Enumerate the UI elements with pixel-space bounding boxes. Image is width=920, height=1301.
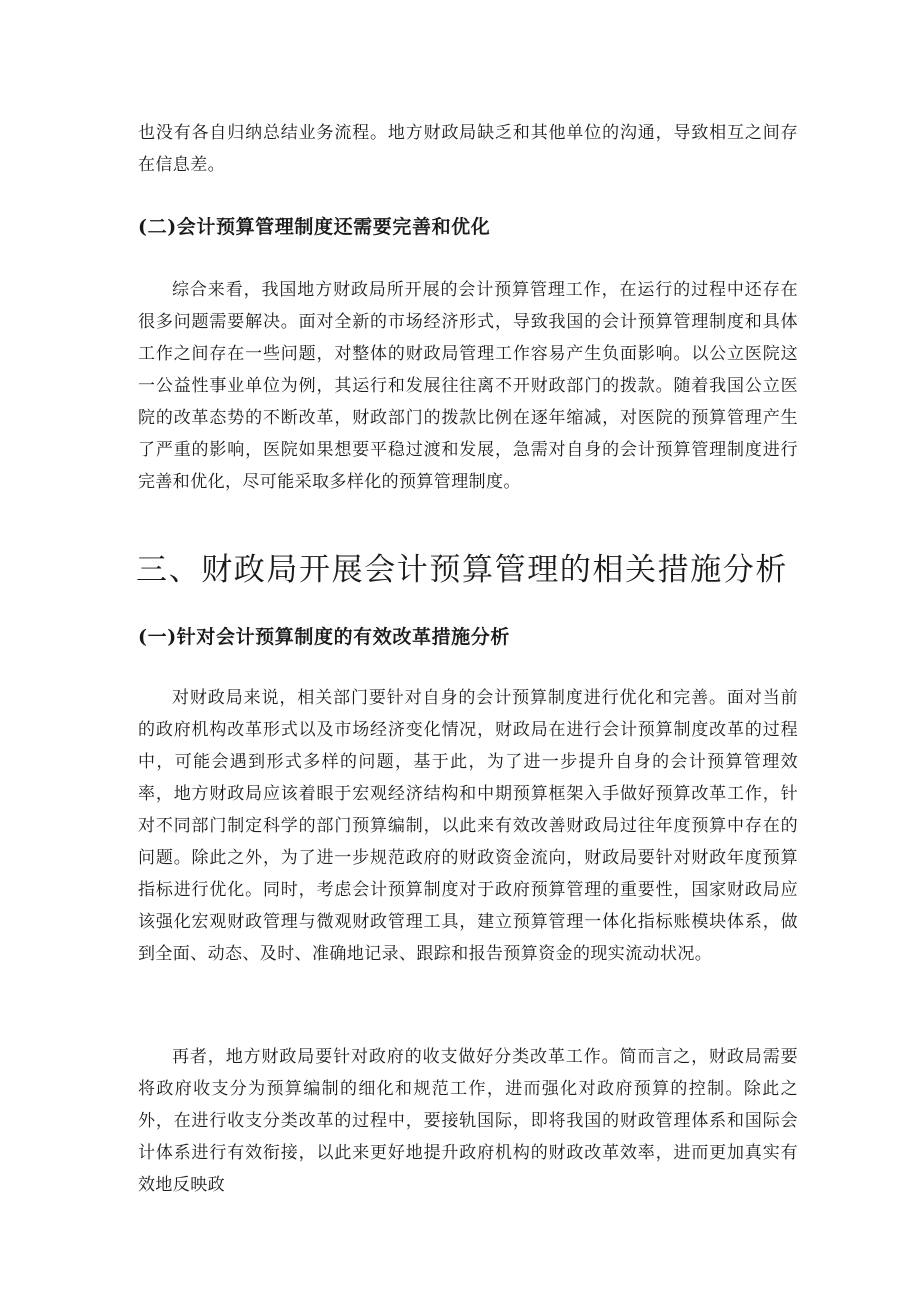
section-3-1-paragraph-1: 对财政局来说，相关部门要针对自身的会计预算制度进行优化和完善。面对当前的政府机构改革形式以及市场经济变化情况，财政局在进行会计预算制度改革的过程中，可能会遇到形式多样的问题，基于此，为了进一步提升自身的会计预算管理效率，地方财政局应该着眼于宏观经济结构和中期预算框架入手做好预算改革工作，针对不同部门制定科学的部门预算编制，以此来有效改善财政局过往年度预算中存在的问题。除此之外，为了进一步规范政府的财政资金流向，财政局要针对财政年度预算指标进行优化。同时，考虑会计预算制度对于政府预算管理的重要性，国家财政局应该强化宏观财政管理与微观财政管理工具，建立预算管理一体化指标账模块体系，做到全面、动态、及时、准确地记录、跟踪和报告预算资金的现实流动状况。	[138, 688, 798, 964]
section-3-1-paragraph-2: 再者，地方财政局要针对政府的收支做好分类改革工作。简而言之，财政局需要将政府收支分为预算编制的细化和规范工作，进而强化对政府预算的控制。除此之外，在进行收支分类改革的过程中，要接轨国际，即将我国的财政管理体系和国际会计体系进行有效衔接，以此来更好地提升政府机构的财政改革效率，进而更加真实有效地反映政	[138, 1047, 798, 1195]
section-3-heading: 三、财政局开展会计预算管理的相关措施分析	[136, 552, 788, 588]
section-3-1-heading: (一)针对会计预算制度的有效改革措施分析	[138, 626, 510, 648]
intro-paragraph: 也没有各自归纳总结业务流程。地方财政局缺乏和其他单位的沟通，导致相互之间存在信息差。	[138, 123, 798, 175]
section-2-2-heading: (二)会计预算管理制度还需要完善和优化	[138, 216, 491, 238]
section-2-2-paragraph: 综合来看，我国地方财政局所开展的会计预算管理工作，在运行的过程中还存在很多问题需要解决。面对全新的市场经济形式，导致我国的会计预算管理制度和具体工作之间存在一些问题，对整体的财政局管理工作容易产生负面影响。以公立医院这一公益性事业单位为例，其运行和发展往往离不开财政部门的拨款。随着我国公立医院的改革态势的不断改革，财政部门的拨款比例在逐年缩减，对医院的预算管理产生了严重的影响，医院如果想要平稳过渡和发展，急需对自身的会计预算管理制度进行完善和优化，尽可能采取多样化的预算管理制度。	[138, 280, 798, 492]
